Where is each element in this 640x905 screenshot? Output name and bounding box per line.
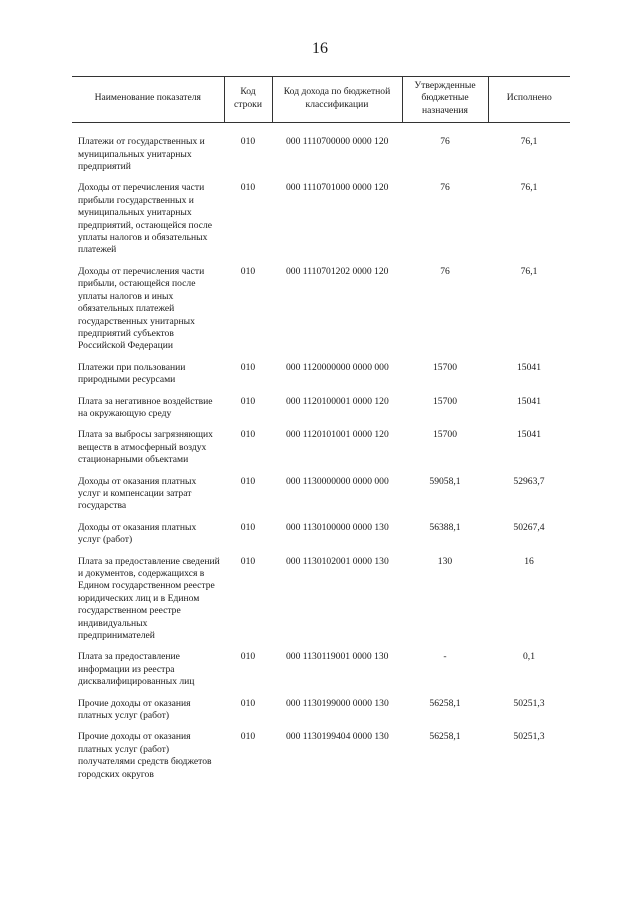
row-classification-cell: 000 1130199404 0000 130 [286,731,389,743]
table-row [72,266,570,362]
row-classification-cell: 000 1130100000 0000 130 [286,521,389,533]
row-classification-cell: 000 1110700000 0000 120 [286,136,389,148]
row-executed-cell: 50267,4 [513,521,545,533]
row-classification-cell: 000 1130000000 0000 000 [286,475,389,487]
row-planned-cell: 76 [440,265,450,277]
row-classification-cell: 000 1130119001 0000 130 [286,651,389,663]
row-code-cell: 010 [240,521,256,533]
row-code-cell: 010 [240,395,256,407]
header-name: Наименование показателя [72,77,224,123]
row-planned-cell: 59058,1 [429,475,461,487]
table-row [72,731,570,790]
table-row [72,476,570,522]
table-row [72,522,570,556]
row-executed-cell: 15041 [517,361,541,373]
row-executed-cell: 15041 [517,395,541,407]
row-name-cell: Плата за выбросы загрязняющих веществ в атмосферный воздух стационарными объектами [78,429,213,466]
page-number: 16 [312,40,328,57]
row-classification-cell: 000 1130199000 0000 130 [286,697,389,709]
row-code-cell: 010 [240,697,256,709]
row-planned-cell: 56388,1 [429,521,461,533]
row-name-cell: Доходы от перечисления части прибыли, остающейся после уплаты налогов и иных обязательных платежей государственных унитарных предприятий субъектов Российской Федерации [78,265,205,352]
row-name-cell: Прочие доходы от оказания платных услуг (работ) [78,697,191,722]
row-name-cell: Плата за предоставление сведений и документов, содержащихся в Едином государственном реестре юридических лиц и в Едином государственном реестре индивидуальных предпринимателей [78,555,220,642]
row-classification-cell: 000 1110701000 0000 120 [286,182,389,194]
row-code-cell: 010 [240,136,256,148]
table-row [72,182,570,265]
row-executed-cell: 52963,7 [513,475,545,487]
row-code-cell: 010 [240,731,256,743]
row-code-cell: 010 [240,182,256,194]
row-planned-cell: - [443,651,447,663]
row-classification-cell: 000 1120000000 0000 000 [286,361,389,373]
row-code-cell: 010 [240,361,256,373]
table-row [72,429,570,475]
row-name-cell: Прочие доходы от оказания платных услуг (работ) получателями средств бюджетов городских округов [78,731,212,780]
header-planned: Утвержденные бюджетные назначения [402,77,488,123]
row-planned-cell: 15700 [433,395,457,407]
row-code-cell: 010 [240,475,256,487]
table-row [72,396,570,430]
header-executed: Исполнено [488,77,570,123]
row-executed-cell: 0,1 [523,651,535,663]
row-classification-cell: 000 1110701202 0000 120 [286,265,389,277]
row-code-cell: 010 [240,429,256,441]
row-code-cell: 010 [240,265,256,277]
row-planned-cell: 15700 [433,429,457,441]
row-code-cell: 010 [240,651,256,663]
row-name-cell: Доходы от перечисления части прибыли государственных и муниципальных унитарных предприятий, остающейся после уплаты налогов и обязательных платежей [78,182,213,256]
row-planned-cell: 15700 [433,361,457,373]
row-classification-cell: 000 1120100001 0000 120 [286,395,389,407]
table-body [72,123,570,790]
row-executed-cell: 76,1 [520,265,538,277]
table-row [72,136,570,182]
row-name-cell: Доходы от оказания платных услуг (работ) [78,521,197,546]
budget-table [72,76,570,790]
row-name-cell: Платежи от государственных и муниципальных унитарных предприятий [78,136,205,173]
row-planned-cell: 56258,1 [429,731,461,743]
row-planned-cell: 76 [440,136,450,148]
row-code-cell: 010 [240,555,256,567]
row-executed-cell: 76,1 [520,182,538,194]
row-classification-cell: 000 1120101001 0000 120 [286,429,389,441]
table-row [72,362,570,396]
row-planned-cell: 130 [437,555,453,567]
table-row [72,698,570,732]
row-classification-cell: 000 1130102001 0000 130 [286,555,389,567]
row-executed-cell: 15041 [517,429,541,441]
table-row [72,556,570,652]
row-executed-cell: 50251,3 [513,697,545,709]
row-name-cell: Платежи при пользовании природными ресурсами [78,361,186,386]
table-header [72,77,570,123]
header-code: Код строки [224,77,272,123]
row-name-cell: Плата за негативное воздействие на окружающую среду [78,395,213,419]
row-name-cell: Доходы от оказания платных услуг и компенсации затрат государства [78,475,197,512]
row-executed-cell: 16 [524,555,534,567]
row-planned-cell: 56258,1 [429,697,461,709]
header-classification: Код дохода по бюджетной классификации [272,77,402,123]
row-planned-cell: 76 [440,182,450,194]
table-row [72,651,570,697]
row-executed-cell: 76,1 [520,136,538,148]
row-executed-cell: 50251,3 [513,731,545,743]
row-name-cell: Плата за предоставление информации из реестра дисквалифицированных лиц [78,651,195,688]
